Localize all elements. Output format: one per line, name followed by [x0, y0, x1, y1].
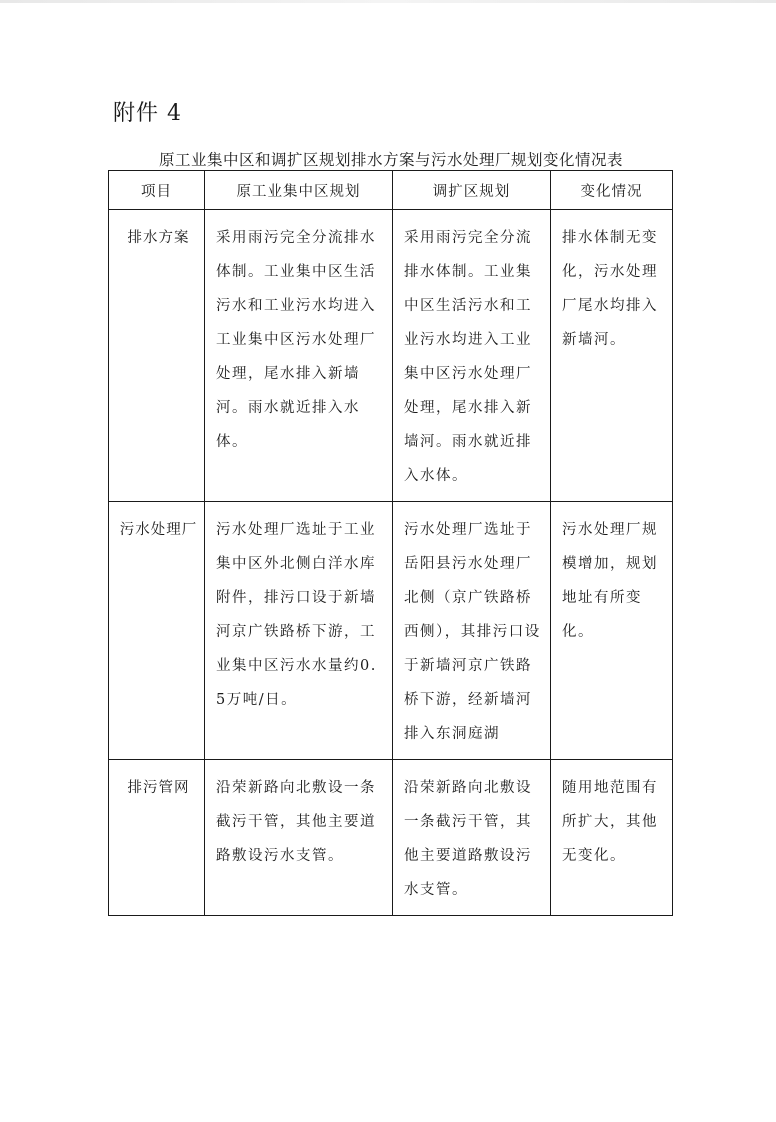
- original-plan-text: 采用雨污完全分流排水体制。工业集中区生活污水和工业污水均进入工业集中区污水处理厂处理，尾水排入新墙河。雨水就近排入水体。: [216, 230, 376, 450]
- table-row: [109, 502, 673, 760]
- original-plan-text: 沿荣新路向北敷设一条截污干管，其他主要道路敷设污水支管。: [216, 780, 376, 864]
- row-item-cell: [109, 210, 205, 502]
- expanded-plan-text: 沿荣新路向北敷设一条截污干管，其他主要道路敷设污水支管。: [404, 780, 532, 898]
- table-header-row: [109, 171, 673, 210]
- table-title: 原工业集中区和调扩区规划排水方案与污水处理厂规划变化情况表: [158, 151, 623, 169]
- attachment-label: 附件 4: [113, 101, 182, 126]
- row-item: 污水处理厂: [119, 522, 198, 538]
- header-expanded-plan: 调扩区规划: [393, 171, 551, 210]
- change-cell: [551, 760, 673, 916]
- original-plan-text: 污水处理厂选址于工业集中区外北侧白洋水库附件，排污口设于新墙河京广铁路桥下游，工业集中区污水水量约0.5万吨/日。: [216, 522, 377, 708]
- scan-edge: [0, 0, 776, 3]
- original-plan-cell: [205, 502, 393, 760]
- row-item: 排污管网: [127, 780, 190, 796]
- table-row: [109, 760, 673, 916]
- change-cell: [551, 210, 673, 502]
- row-item: 排水方案: [127, 230, 190, 246]
- expanded-plan-text: 采用雨污完全分流排水体制。工业集中区生活污水和工业污水均进入工业集中区污水处理厂处理，尾水排入新墙河。雨水就近排入水体。: [404, 230, 532, 484]
- change-cell: [551, 502, 673, 760]
- header-original-plan: 原工业集中区规划: [205, 171, 393, 210]
- change-text: 污水处理厂规模增加，规划地址有所变化。: [562, 522, 658, 640]
- original-plan-cell: [205, 210, 393, 502]
- original-plan-cell: [205, 760, 393, 916]
- comparison-table: [108, 170, 673, 916]
- header-change: 变化情况: [551, 171, 673, 210]
- change-text: 排水体制无变化，污水处理厂尾水均排入新墙河。: [562, 230, 658, 348]
- expanded-plan-text: 污水处理厂选址于岳阳县污水处理厂北侧（京广铁路桥西侧），其排污口设于新墙河京广铁路桥下游，经新墙河排入东洞庭湖: [404, 522, 541, 742]
- row-item-cell: [109, 502, 205, 760]
- expanded-plan-cell: [393, 502, 551, 760]
- expanded-plan-cell: [393, 210, 551, 502]
- expanded-plan-cell: [393, 760, 551, 916]
- change-text: 随用地范围有所扩大，其他无变化。: [562, 780, 658, 864]
- row-item-cell: [109, 760, 205, 916]
- table-row: [109, 210, 673, 502]
- header-item: 项目: [109, 171, 205, 210]
